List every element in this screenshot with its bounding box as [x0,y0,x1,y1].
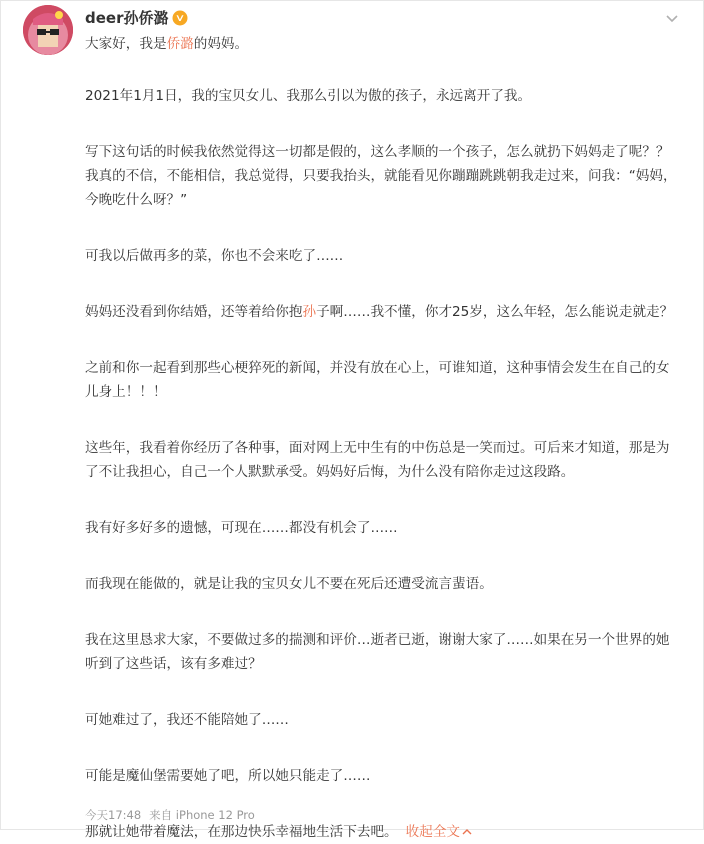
chevron-up-icon [462,828,472,836]
paragraph-text: 可能是魔仙堡需要她了吧，所以她只能走了…… [85,768,371,784]
post-paragraph [85,820,679,844]
post-paragraph [85,628,679,676]
post-paragraph [85,516,679,540]
paragraph-text: 可我以后做再多的菜，你也不会来吃了…… [85,248,344,264]
paragraph-text: 子啊……我不懂，你才25岁，这么年轻，怎么能说走就走？ [316,304,674,320]
paragraph-text: 可她难过了，我还不能陪她了…… [85,712,289,728]
post-paragraph [85,32,679,56]
post-paragraph [85,84,679,108]
author-header [85,7,188,28]
paragraph-text: 我有好多好多的遗憾，可现在……都没有机会了…… [85,520,398,536]
post-time[interactable]: 今天17:48 [85,808,142,822]
paragraph-text: 这些年，我看着你经历了各种事，面对网上无中生有的中伤总是一笑而过。可后来才知道，那是为了不让我担心，自己一个人默默承受。妈妈好后悔，为什么没有陪你走过这段路。 [85,440,670,480]
paragraph-text: 那就让她带着魔法，在那边快乐幸福地生活下去吧。 [85,824,398,840]
topic-link[interactable]: 侨潞 [166,36,194,52]
more-options-button[interactable] [663,9,681,27]
chevron-down-icon [663,9,681,27]
post-content [85,32,679,844]
avatar-image [23,5,73,55]
paragraph-text: 的妈妈。 [193,36,249,52]
post-paragraph [85,356,679,404]
paragraph-text: 我在这里恳求大家，不要做过多的揣测和评价…逝者已逝，谢谢大家了……如果在另一个世界的她听到了这些话，该有多难过？ [85,632,670,672]
collapse-full-text-button[interactable] [406,824,472,840]
paragraph-text: 妈妈还没看到你结婚，还等着给你抱 [85,304,303,320]
paragraph-text: 2021年1月1日，我的宝贝女儿、我那么引以为傲的孩子，永远离开了我。 [85,88,532,104]
avatar[interactable] [23,5,73,55]
post-paragraph [85,300,679,324]
author-name[interactable]: deer孙侨潞 [85,9,169,27]
collapse-label: 收起全文 [405,824,461,840]
paragraph-text: 之前和你一起看到那些心梗猝死的新闻，并没有放在心上，可谁知道，这种事情会发生在自己的女儿身上！！！ [85,360,670,400]
paragraph-text: 而我现在能做的，就是让我的宝贝女儿不要在死后还遭受流言蜚语。 [85,576,493,592]
post-paragraph [85,244,679,268]
paragraph-text: 写下这句话的时候我依然觉得这一切都是假的，这么孝顺的一个孩子，怎么就扔下妈妈走了呢？？我真的不信，不能相信，我总觉得，只要我抬头，就能看见你蹦蹦跳跳朝我走过来，问我：“妈妈，今晚吃什么呀？” [85,144,677,208]
post-paragraph [85,708,679,732]
post-paragraph [85,764,679,788]
topic-link[interactable]: 孙 [302,304,317,320]
verified-badge-icon [172,10,188,26]
post-paragraph [85,140,679,212]
post-source: 来自 iPhone 12 Pro [149,808,255,822]
paragraph-text: 大家好，我是 [85,36,167,52]
post-paragraph [85,436,679,484]
post-meta [85,807,255,823]
post-paragraph [85,572,679,596]
